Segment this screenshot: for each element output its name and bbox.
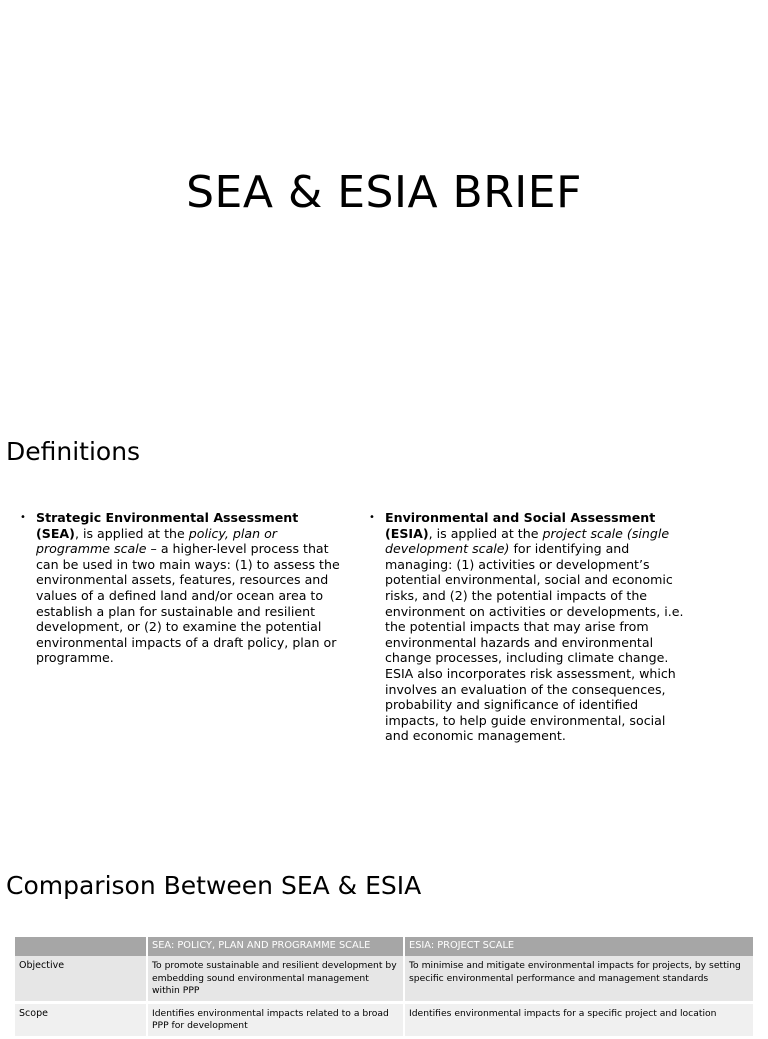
definition-scale: project scale (single development scale)	[385, 525, 670, 557]
definition-text	[36, 510, 340, 666]
definition-connector: , is applied at the	[74, 525, 189, 541]
column-header-sea: SEA: POLICY, PLAN AND PROGRAMME SCALE	[147, 937, 404, 956]
comparison-table	[15, 937, 755, 1039]
table-row	[15, 1002, 754, 1037]
sea-cell: To promote sustainable and resilient development by embedding sound environmental management within PPP	[147, 956, 404, 1002]
definition-esia	[369, 510, 689, 744]
definition-term: Strategic Environmental Assessment (SEA)	[36, 510, 299, 541]
page-title: SEA & ESIA BRIEF	[186, 167, 582, 218]
definitions-heading: Definitions	[6, 437, 141, 466]
row-label: Objective	[15, 956, 147, 1002]
list-item	[369, 510, 689, 744]
definition-description: for identifying and managing: (1) activities or development’s potential environmental, social and economic risks, and (2) the potential impacts of the environment on activities or developments, i.e. the potential impacts that may arise from environmental hazards and environmental change processes, including climate change. ESIA also incorporates risk assessment, which involves an evaluation of the consequences, probability and significance of identified impacts, to help guide environmental, social and economic management.	[385, 541, 684, 744]
definition-scale: policy, plan or programme scale	[36, 525, 277, 557]
definition-connector: , is applied at the	[428, 525, 543, 541]
definition-text	[385, 510, 689, 744]
definition-term: Environmental and Social Assessment (ESIA)	[385, 510, 656, 541]
bullet-icon: •	[369, 512, 375, 523]
list-item	[20, 510, 340, 666]
column-header-esia: ESIA: PROJECT SCALE	[404, 937, 754, 956]
column-header-empty	[15, 937, 147, 956]
esia-cell: Identifies environmental impacts for a specific project and location	[404, 1002, 754, 1037]
comparison-heading: Comparison Between SEA & ESIA	[6, 871, 422, 900]
sea-cell: Identifies environmental impacts related to a broad PPP for development	[147, 1002, 404, 1037]
definition-sea	[20, 510, 340, 666]
esia-cell: To minimise and mitigate environmental impacts for projects, by setting specific environmental performance and management standards	[404, 956, 754, 1002]
definition-description: – a higher-level process that can be used in two main ways: (1) to assess the environmental assets, features, resources and values of a defined land and/or ocean area to establish a plan for sustainable and resilient development, or (2) to examine the potential environmental impacts of a draft policy, plan or programme.	[36, 541, 340, 666]
table-row	[15, 956, 754, 1002]
row-label: Scope	[15, 1002, 147, 1037]
table-header-row	[15, 937, 754, 956]
bullet-icon: •	[20, 512, 26, 523]
